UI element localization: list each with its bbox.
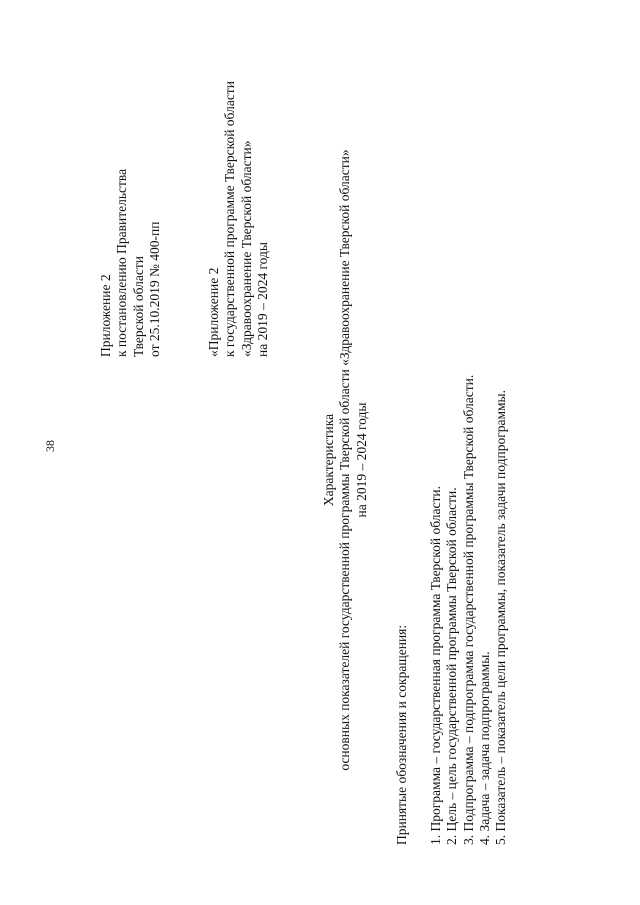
- appendix-sub-line: на 2019 – 2024 годы: [254, 242, 270, 357]
- title-line: основных показателей государственной программы Тверской области «Здравоохранение Тверской области»: [337, 149, 353, 771]
- page-number: 38: [43, 440, 57, 452]
- appendix-sub-line: «Приложение 2: [206, 267, 221, 357]
- appendix-sub-block: [206, 81, 271, 357]
- appendix-main-line: к постановлению Правительства: [114, 168, 130, 357]
- title-line: Характеристика: [321, 413, 336, 507]
- list-item: 1. Программа – государственная программа Тверской области.: [428, 485, 443, 845]
- appendix-main-block: [98, 169, 163, 357]
- title-line: на 2019 – 2024 годы: [353, 402, 369, 518]
- appendix-main-line: от 25.10.2019 № 400-пп: [146, 221, 162, 357]
- list-item: 3. Подпрограмма – подпрограмма государственной программы Тверской области.: [460, 374, 476, 845]
- appendix-main-line: Приложение 2: [98, 274, 113, 357]
- list-item: 5. Показатель – показатель цели программы, показатель задачи подпрограммы.: [493, 389, 509, 845]
- list-item: 2. Цель – цель государственной программы Тверской области.: [444, 487, 460, 845]
- appendix-sub-line: к государственной программе Тверской области: [222, 81, 238, 357]
- appendix-main-line: Тверской области: [130, 256, 146, 357]
- list-item: 4. Задача – задача подпрограммы.: [476, 651, 492, 845]
- abbreviations-heading: Принятые обозначения и сокращения:: [394, 624, 409, 845]
- document-title: [321, 75, 370, 845]
- abbreviations-list: [428, 375, 509, 845]
- appendix-sub-line: «Здравоохранение Тверской области»: [238, 140, 254, 357]
- rotated-page-content: [92, 75, 542, 845]
